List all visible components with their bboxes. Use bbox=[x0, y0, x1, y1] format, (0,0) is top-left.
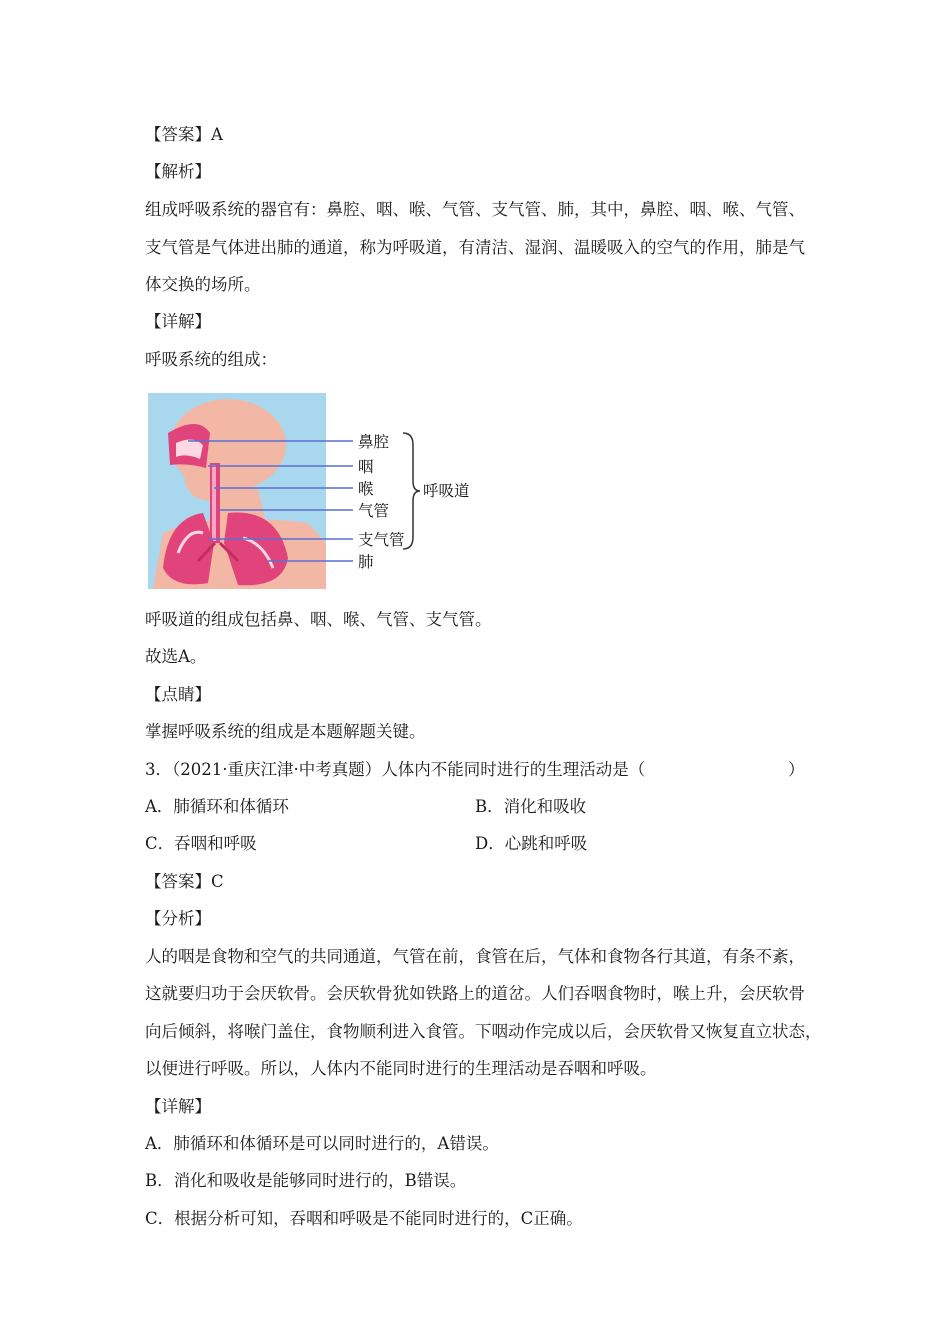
answer-1: 【答案】A bbox=[145, 125, 223, 144]
option-b: B．消化和吸收 bbox=[475, 797, 587, 816]
analysis-line: 组成呼吸系统的器官有：鼻腔、咽、喉、气管、支气管、肺，其中，鼻腔、咽、喉、气管、 bbox=[145, 200, 805, 219]
label-respiratory-tract: 呼吸道 bbox=[423, 482, 470, 500]
analysis-heading-2: 【分析】 bbox=[145, 909, 211, 928]
tip-text: 掌握呼吸系统的组成是本题解题关键。 bbox=[145, 722, 426, 741]
label-trachea: 气管 bbox=[358, 502, 390, 520]
label-lung: 肺 bbox=[358, 553, 374, 571]
option-d: D．心跳和呼吸 bbox=[475, 834, 588, 853]
option-a: A．肺循环和体循环 bbox=[145, 797, 289, 816]
label-larynx: 喉 bbox=[358, 480, 374, 498]
detail-line: A．肺循环和体循环是可以同时进行的，A错误。 bbox=[145, 1134, 499, 1153]
question-3-stem: 3．（2021·重庆江津·中考真题）人体内不能同时进行的生理活动是（ bbox=[145, 760, 646, 779]
detail-text: 呼吸道的组成包括鼻、咽、喉、气管、支气管。 bbox=[145, 610, 492, 629]
choose-answer: 故选A。 bbox=[145, 647, 207, 666]
detail-line: B．消化和吸收是能够同时进行的，B错误。 bbox=[145, 1171, 467, 1190]
label-nasal-cavity: 鼻腔 bbox=[358, 433, 390, 451]
detail-line: C．根据分析可知，吞咽和呼吸是不能同时进行的，C正确。 bbox=[145, 1209, 583, 1228]
detail-intro: 呼吸系统的组成： bbox=[145, 350, 277, 369]
analysis-line: 向后倾斜，将喉门盖住，食物顺利进入食管。下咽动作完成以后，会厌软骨又恢复直立状态， bbox=[145, 1022, 822, 1041]
answer-2: 【答案】C bbox=[145, 872, 224, 891]
analysis-line: 体交换的场所。 bbox=[145, 275, 261, 294]
analysis-line: 这就要归功于会厌软骨。会厌软骨犹如铁路上的道岔。人们吞咽食物时，喉上升，会厌软骨 bbox=[145, 984, 805, 1003]
label-bronchus: 支气管 bbox=[358, 531, 405, 549]
question-3-close: ） bbox=[788, 760, 805, 779]
detail-heading-2: 【详解】 bbox=[145, 1097, 211, 1116]
respiratory-system-figure bbox=[148, 393, 476, 589]
detail-heading-1: 【详解】 bbox=[145, 312, 211, 331]
tip-heading: 【点睛】 bbox=[145, 685, 211, 704]
option-c: C．吞咽和呼吸 bbox=[145, 834, 257, 853]
analysis-heading-1: 【解析】 bbox=[145, 162, 211, 181]
analysis-line: 以便进行呼吸。所以，人体内不能同时进行的生理活动是吞咽和呼吸。 bbox=[145, 1059, 657, 1078]
label-pharynx: 咽 bbox=[358, 458, 374, 476]
analysis-line: 人的咽是食物和空气的共同通道，气管在前，食管在后，气体和食物各行其道，有条不紊， bbox=[145, 947, 805, 966]
brace bbox=[403, 433, 420, 549]
analysis-line: 支气管是气体进出肺的通道，称为呼吸道，有清洁、湿润、温暖吸入的空气的作用，肺是气 bbox=[145, 238, 805, 257]
